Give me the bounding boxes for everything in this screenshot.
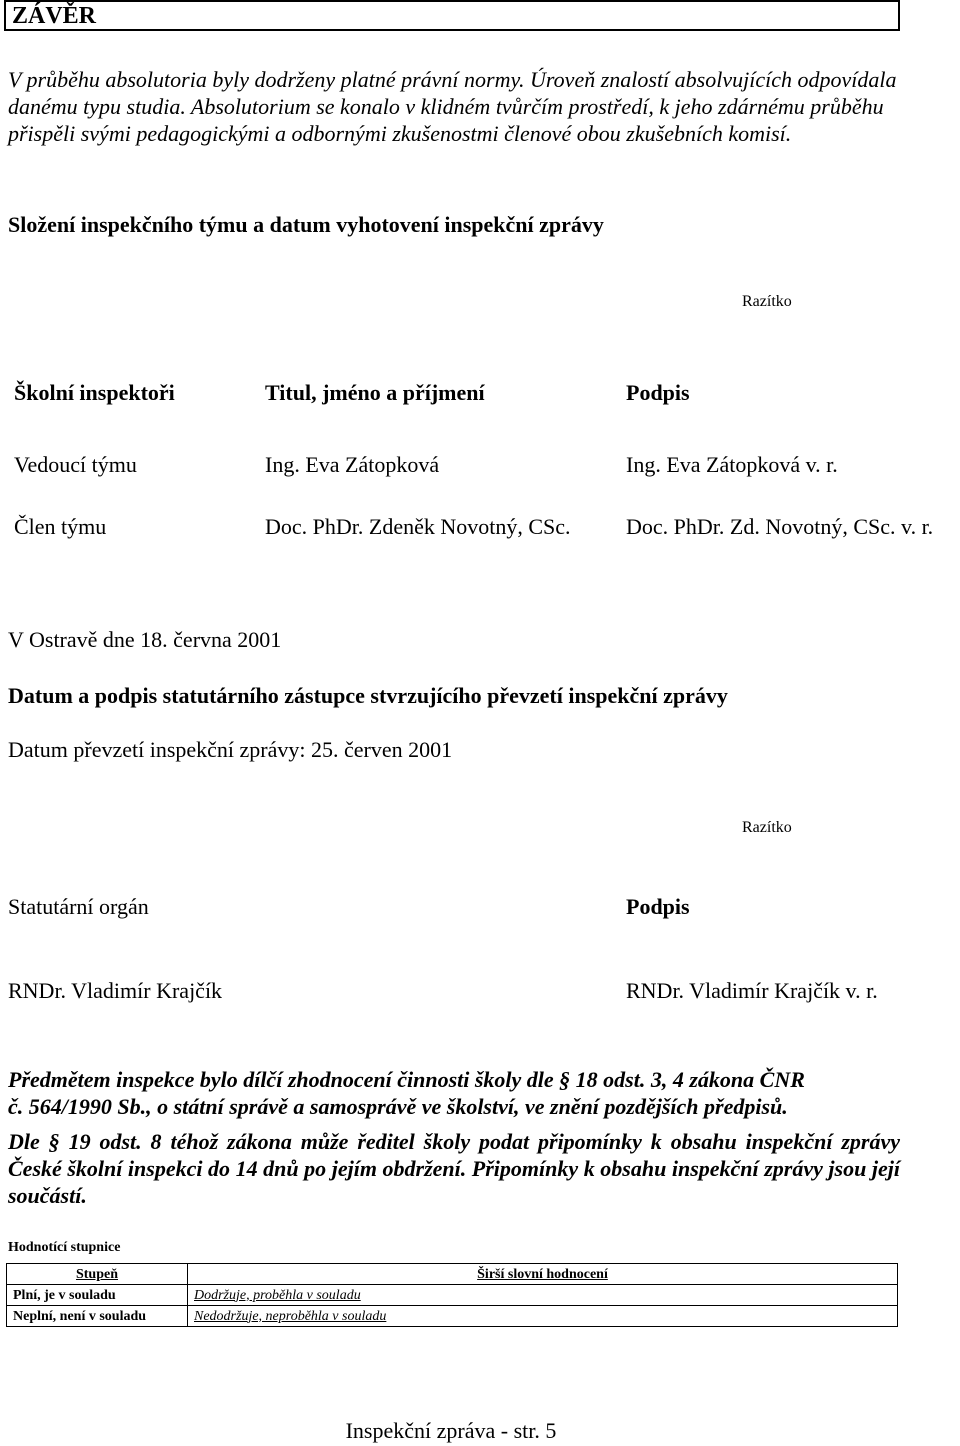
statutory-signature: RNDr. Vladimír Krajčík v. r. — [626, 978, 878, 1003]
section-title: ZÁVĚR — [4, 0, 900, 31]
grading-description: Nedodržuje, neproběhla v souladu — [188, 1306, 898, 1327]
table-row — [7, 1306, 898, 1327]
statutory-name: RNDr. Vladimír Krajčík — [8, 978, 223, 1003]
comments-notice: Dle § 19 odst. 8 téhož zákona může ředitel školy podat připomínky k obsahu inspekční zprávy České školní inspekci do 14 dnů po jejím obdržení. Připomínky k obsahu inspekční zprávy jsou její součástí. — [8, 1129, 900, 1208]
grading-col-level: Stupeň — [7, 1264, 188, 1285]
page-footer: Inspekční zpráva - str. 5 — [345, 1418, 557, 1443]
grading-description: Dodržuje, proběhla v souladu — [188, 1285, 898, 1306]
stamp-label: Razítko — [742, 293, 792, 310]
statutory-header-signature: Podpis — [626, 894, 690, 919]
team-row-name: Doc. PhDr. Zdeněk Novotný, CSc. — [265, 514, 571, 539]
grading-table — [6, 1263, 898, 1327]
team-row-role: Vedoucí týmu — [14, 452, 137, 477]
table-row — [7, 1264, 898, 1285]
team-row-name: Ing. Eva Zátopková — [265, 452, 440, 477]
receipt-date: Datum převzetí inspekční zprávy: 25. červen 2001 — [8, 737, 453, 762]
stamp-label: Razítko — [742, 819, 792, 836]
grading-title: Hodnotící stupnice — [8, 1240, 121, 1255]
conclusion-text: V průběhu absolutoria byly dodrženy platné právní normy. Úroveň znalostí absolvujících odpovídala danému typu studia. Absolutorium se konalo v klidném tvůrčím prostředí, k jeho zdárnému průběhu přispěli svými pedagogickými a odbornými zkušenostmi členové obou zkušebních komisí. — [8, 67, 897, 146]
place-date: V Ostravě dne 18. června 2001 — [8, 627, 282, 652]
grading-level: Neplní, není v souladu — [7, 1306, 188, 1327]
grading-level: Plní, je v souladu — [7, 1285, 188, 1306]
team-row-signature: Ing. Eva Zátopková v. r. — [626, 452, 838, 477]
statutory-header-body: Statutární orgán — [8, 894, 149, 919]
team-heading: Složení inspekčního týmu a datum vyhotovení inspekční zprávy — [8, 212, 604, 237]
team-row-signature: Doc. PhDr. Zd. Novotný, CSc. v. r. — [626, 514, 934, 539]
table-row — [7, 1285, 898, 1306]
team-header-name: Titul, jméno a příjmení — [265, 380, 485, 405]
legal-notice-line: č. 564/1990 Sb., o státní správě a samosprávě ve školství, ve znění pozdějších předpisů. — [8, 1094, 788, 1119]
team-row-role: Člen týmu — [14, 514, 107, 539]
team-header-inspectors: Školní inspektoři — [14, 380, 175, 405]
statutory-heading: Datum a podpis statutárního zástupce stvrzujícího převzetí inspekční zprávy — [8, 683, 728, 708]
grading-col-description: Širší slovní hodnocení — [188, 1264, 898, 1285]
legal-notice-line: Předmětem inspekce bylo dílčí zhodnocení činnosti školy dle § 18 odst. 3, 4 zákona ČNR — [8, 1067, 805, 1092]
team-header-signature: Podpis — [626, 380, 690, 405]
